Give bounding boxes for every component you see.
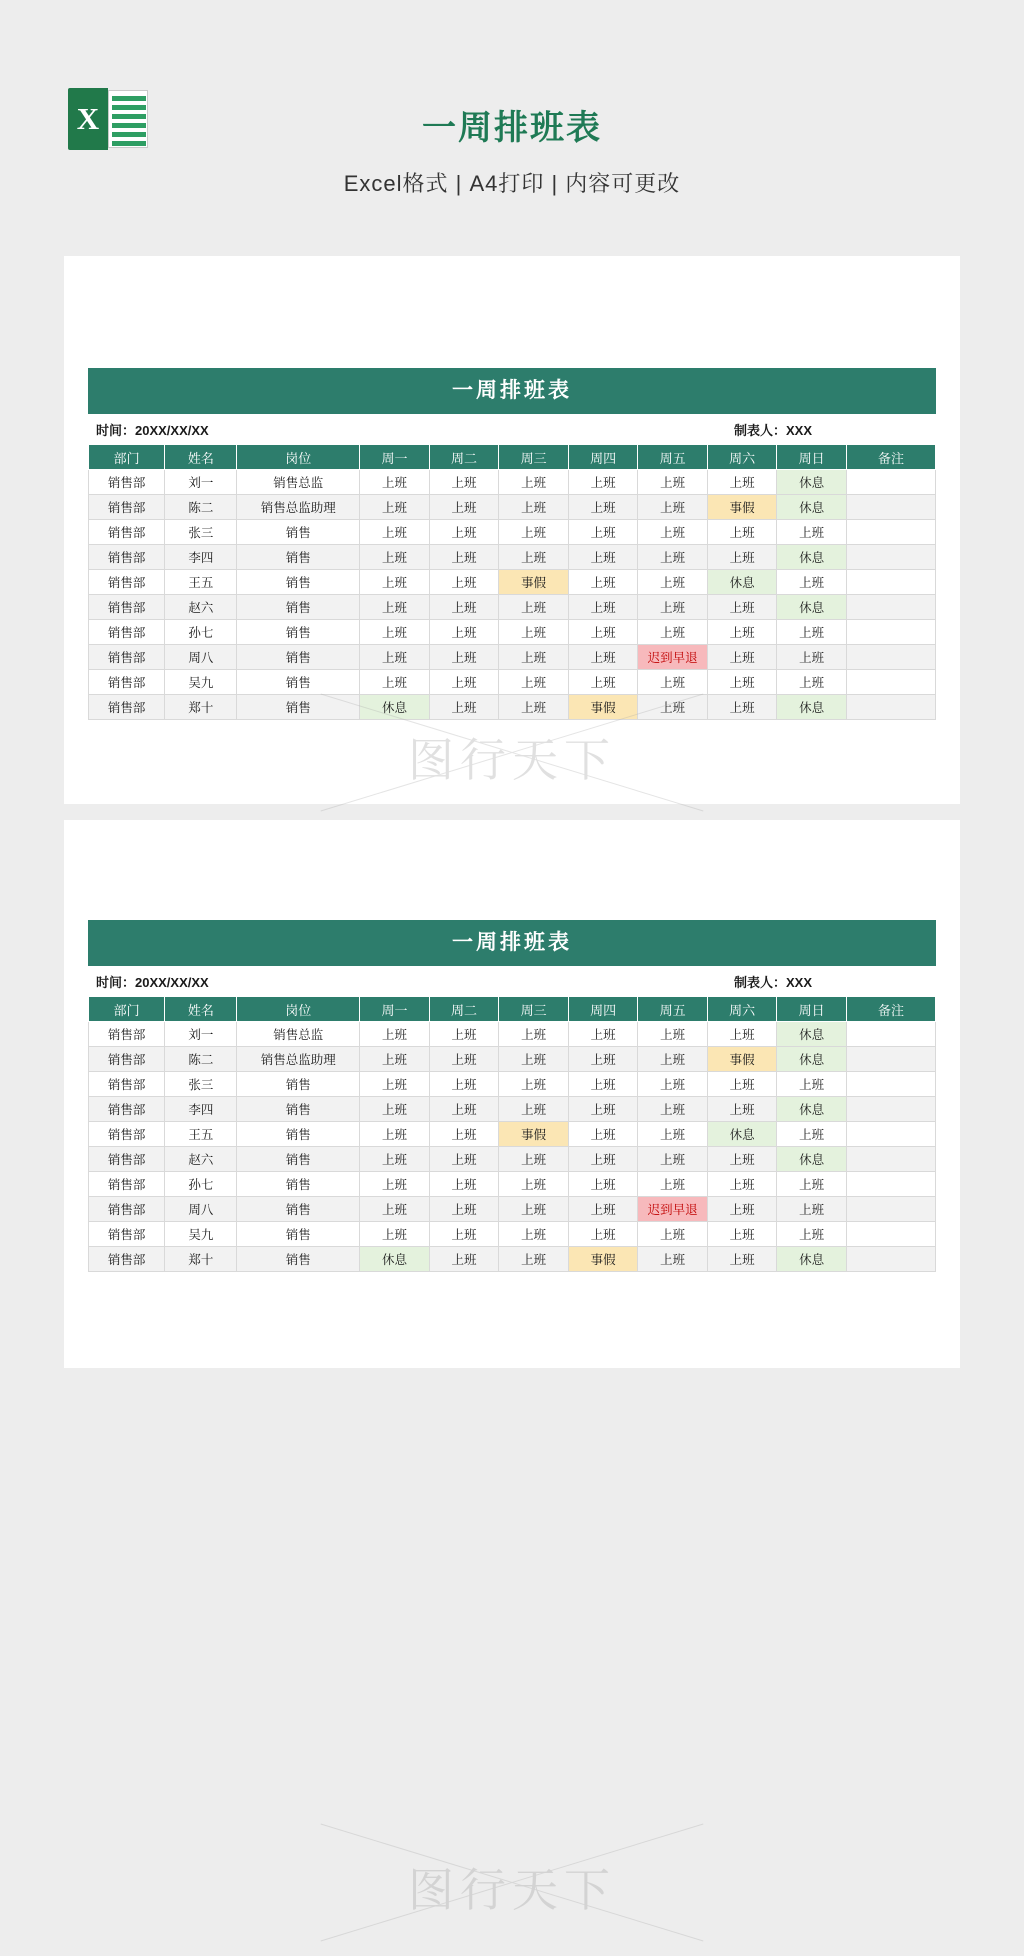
table-col-header-10: 备注 bbox=[846, 445, 935, 470]
cell-day-2: 上班 bbox=[429, 670, 499, 695]
cell-note bbox=[846, 1072, 935, 1097]
cell-day-6: 上班 bbox=[707, 520, 777, 545]
cell-position: 销售 bbox=[237, 520, 360, 545]
excel-logo-letter: X bbox=[68, 88, 108, 150]
table-row bbox=[89, 1047, 936, 1072]
cell-day-2: 上班 bbox=[429, 495, 499, 520]
cell-day-3: 上班 bbox=[499, 645, 569, 670]
cell-day-1: 上班 bbox=[360, 1122, 430, 1147]
excel-logo-icon bbox=[68, 88, 148, 150]
cell-day-1: 休息 bbox=[360, 1247, 430, 1272]
schedule-table bbox=[88, 444, 936, 720]
cell-day-7: 休息 bbox=[777, 470, 847, 495]
table-row bbox=[89, 1247, 936, 1272]
table-row bbox=[89, 520, 936, 545]
cell-department: 销售部 bbox=[89, 645, 165, 670]
schedule-table bbox=[88, 996, 936, 1272]
cell-note bbox=[846, 545, 935, 570]
cell-day-1: 上班 bbox=[360, 1222, 430, 1247]
cell-day-1: 上班 bbox=[360, 1097, 430, 1122]
cell-day-1: 上班 bbox=[360, 520, 430, 545]
cell-name: 吴九 bbox=[165, 670, 237, 695]
cell-day-4: 上班 bbox=[568, 1072, 638, 1097]
cell-position: 销售总监 bbox=[237, 1022, 360, 1047]
cell-day-5: 上班 bbox=[638, 545, 708, 570]
cell-day-7: 休息 bbox=[777, 545, 847, 570]
cell-department: 销售部 bbox=[89, 1147, 165, 1172]
cell-day-3: 上班 bbox=[499, 695, 569, 720]
cell-day-2: 上班 bbox=[429, 695, 499, 720]
cell-department: 销售部 bbox=[89, 1222, 165, 1247]
cell-day-7: 上班 bbox=[777, 1122, 847, 1147]
table-row bbox=[89, 1172, 936, 1197]
cell-note bbox=[846, 520, 935, 545]
cell-day-2: 上班 bbox=[429, 1047, 499, 1072]
cell-day-1: 上班 bbox=[360, 1022, 430, 1047]
cell-day-7: 上班 bbox=[777, 1197, 847, 1222]
cell-day-5: 上班 bbox=[638, 570, 708, 595]
table-row bbox=[89, 1122, 936, 1147]
table-col-header-10: 备注 bbox=[846, 997, 935, 1022]
cell-day-2: 上班 bbox=[429, 1197, 499, 1222]
cell-name: 张三 bbox=[165, 520, 237, 545]
cell-department: 销售部 bbox=[89, 1197, 165, 1222]
table-col-header-8: 周六 bbox=[707, 997, 777, 1022]
cell-note bbox=[846, 1222, 935, 1247]
cell-day-2: 上班 bbox=[429, 520, 499, 545]
table-col-header-8: 周六 bbox=[707, 445, 777, 470]
cell-day-6: 上班 bbox=[707, 645, 777, 670]
cell-day-3: 上班 bbox=[499, 1147, 569, 1172]
table-banner: 一周排班表 bbox=[88, 920, 936, 966]
cell-day-3: 上班 bbox=[499, 620, 569, 645]
table-col-header-6: 周四 bbox=[568, 997, 638, 1022]
table-col-header-5: 周三 bbox=[499, 445, 569, 470]
cell-day-3: 上班 bbox=[499, 1197, 569, 1222]
cell-name: 孙七 bbox=[165, 1172, 237, 1197]
excel-logo-grid bbox=[108, 90, 148, 148]
cell-day-7: 休息 bbox=[777, 1097, 847, 1122]
table-col-header-7: 周五 bbox=[638, 445, 708, 470]
cell-department: 销售部 bbox=[89, 1122, 165, 1147]
cell-day-4: 上班 bbox=[568, 620, 638, 645]
table-col-header-0: 部门 bbox=[89, 445, 165, 470]
cell-department: 销售部 bbox=[89, 470, 165, 495]
cell-day-6: 休息 bbox=[707, 1122, 777, 1147]
cell-day-4: 上班 bbox=[568, 1197, 638, 1222]
cell-day-3: 上班 bbox=[499, 1172, 569, 1197]
cell-day-1: 上班 bbox=[360, 1047, 430, 1072]
cell-day-1: 上班 bbox=[360, 570, 430, 595]
cell-day-1: 上班 bbox=[360, 495, 430, 520]
cell-day-6: 上班 bbox=[707, 1172, 777, 1197]
cell-day-2: 上班 bbox=[429, 595, 499, 620]
cell-day-6: 上班 bbox=[707, 595, 777, 620]
cell-note bbox=[846, 570, 935, 595]
cell-day-6: 事假 bbox=[707, 1047, 777, 1072]
table-row bbox=[89, 1022, 936, 1047]
cell-position: 销售 bbox=[237, 645, 360, 670]
watermark-text: 图行天下 bbox=[408, 733, 616, 787]
cell-day-7: 休息 bbox=[777, 595, 847, 620]
preview-sheet-1 bbox=[64, 256, 960, 804]
table-col-header-2: 岗位 bbox=[237, 445, 360, 470]
cell-department: 销售部 bbox=[89, 545, 165, 570]
cell-day-1: 上班 bbox=[360, 545, 430, 570]
table-row bbox=[89, 1097, 936, 1122]
cell-position: 销售 bbox=[237, 695, 360, 720]
table-row bbox=[89, 570, 936, 595]
cell-note bbox=[846, 1022, 935, 1047]
cell-position: 销售 bbox=[237, 1072, 360, 1097]
table-col-header-5: 周三 bbox=[499, 997, 569, 1022]
cell-name: 刘一 bbox=[165, 1022, 237, 1047]
table-header-row bbox=[89, 445, 936, 470]
table-col-header-3: 周一 bbox=[360, 445, 430, 470]
table-body bbox=[89, 1022, 936, 1272]
cell-day-6: 上班 bbox=[707, 1247, 777, 1272]
table-col-header-2: 岗位 bbox=[237, 997, 360, 1022]
cell-day-7: 上班 bbox=[777, 570, 847, 595]
cell-note bbox=[846, 470, 935, 495]
cell-day-4: 上班 bbox=[568, 1097, 638, 1122]
cell-department: 销售部 bbox=[89, 1247, 165, 1272]
table-col-header-7: 周五 bbox=[638, 997, 708, 1022]
cell-name: 刘一 bbox=[165, 470, 237, 495]
cell-day-3: 上班 bbox=[499, 520, 569, 545]
cell-day-3: 上班 bbox=[499, 495, 569, 520]
table-row bbox=[89, 1197, 936, 1222]
table-row bbox=[89, 545, 936, 570]
table-body bbox=[89, 470, 936, 720]
table-col-header-4: 周二 bbox=[429, 445, 499, 470]
cell-position: 销售 bbox=[237, 1147, 360, 1172]
cell-note bbox=[846, 670, 935, 695]
cell-day-2: 上班 bbox=[429, 1022, 499, 1047]
cell-day-4: 上班 bbox=[568, 1147, 638, 1172]
cell-day-1: 上班 bbox=[360, 670, 430, 695]
table-header-row bbox=[89, 997, 936, 1022]
cell-name: 李四 bbox=[165, 545, 237, 570]
table-head bbox=[89, 997, 936, 1022]
cell-day-5: 上班 bbox=[638, 1072, 708, 1097]
cell-day-3: 上班 bbox=[499, 1047, 569, 1072]
cell-day-7: 休息 bbox=[777, 1247, 847, 1272]
cell-name: 赵六 bbox=[165, 595, 237, 620]
cell-position: 销售 bbox=[237, 1247, 360, 1272]
watermark-text: 图行天下 bbox=[408, 1863, 616, 1917]
cell-day-2: 上班 bbox=[429, 545, 499, 570]
cell-note bbox=[846, 1147, 935, 1172]
cell-position: 销售 bbox=[237, 1222, 360, 1247]
cell-day-5: 迟到早退 bbox=[638, 645, 708, 670]
table-row bbox=[89, 1222, 936, 1247]
cell-position: 销售 bbox=[237, 1097, 360, 1122]
cell-department: 销售部 bbox=[89, 1047, 165, 1072]
cell-day-1: 上班 bbox=[360, 1072, 430, 1097]
cell-day-7: 上班 bbox=[777, 645, 847, 670]
cell-day-7: 上班 bbox=[777, 1222, 847, 1247]
table-col-header-1: 姓名 bbox=[165, 445, 237, 470]
table-row bbox=[89, 645, 936, 670]
cell-position: 销售 bbox=[237, 570, 360, 595]
meta-date: 时间：20XX/XX/XX bbox=[96, 975, 209, 990]
table-banner: 一周排班表 bbox=[88, 368, 936, 414]
cell-day-5: 上班 bbox=[638, 1222, 708, 1247]
cell-day-3: 上班 bbox=[499, 670, 569, 695]
cell-day-5: 上班 bbox=[638, 520, 708, 545]
cell-day-3: 上班 bbox=[499, 470, 569, 495]
cell-day-5: 上班 bbox=[638, 670, 708, 695]
cell-department: 销售部 bbox=[89, 670, 165, 695]
sheet-content-2 bbox=[88, 920, 936, 1272]
cell-day-4: 上班 bbox=[568, 670, 638, 695]
cell-note bbox=[846, 1172, 935, 1197]
cell-day-7: 休息 bbox=[777, 1022, 847, 1047]
table-row bbox=[89, 695, 936, 720]
cell-day-6: 上班 bbox=[707, 1022, 777, 1047]
table-row bbox=[89, 620, 936, 645]
cell-name: 郑十 bbox=[165, 1247, 237, 1272]
table-meta-row bbox=[88, 966, 936, 996]
cell-day-5: 上班 bbox=[638, 495, 708, 520]
cell-day-2: 上班 bbox=[429, 1097, 499, 1122]
cell-day-7: 上班 bbox=[777, 1072, 847, 1097]
cell-day-3: 上班 bbox=[499, 1247, 569, 1272]
cell-position: 销售 bbox=[237, 1197, 360, 1222]
cell-day-5: 上班 bbox=[638, 1047, 708, 1072]
cell-department: 销售部 bbox=[89, 1022, 165, 1047]
cell-note bbox=[846, 1197, 935, 1222]
cell-day-4: 上班 bbox=[568, 645, 638, 670]
cell-day-4: 上班 bbox=[568, 470, 638, 495]
cell-day-2: 上班 bbox=[429, 620, 499, 645]
cell-name: 陈二 bbox=[165, 1047, 237, 1072]
cell-day-5: 上班 bbox=[638, 1122, 708, 1147]
meta-author: 制表人：XXX bbox=[733, 975, 812, 990]
table-col-header-3: 周一 bbox=[360, 997, 430, 1022]
cell-day-3: 上班 bbox=[499, 1072, 569, 1097]
cell-department: 销售部 bbox=[89, 620, 165, 645]
cell-day-1: 上班 bbox=[360, 1197, 430, 1222]
cell-position: 销售 bbox=[237, 670, 360, 695]
cell-position: 销售 bbox=[237, 545, 360, 570]
cell-day-6: 上班 bbox=[707, 1097, 777, 1122]
cell-department: 销售部 bbox=[89, 495, 165, 520]
cell-day-2: 上班 bbox=[429, 570, 499, 595]
cell-day-1: 上班 bbox=[360, 1147, 430, 1172]
cell-day-6: 休息 bbox=[707, 570, 777, 595]
cell-note bbox=[846, 1047, 935, 1072]
cell-day-5: 迟到早退 bbox=[638, 1197, 708, 1222]
table-row bbox=[89, 1147, 936, 1172]
cell-note bbox=[846, 1247, 935, 1272]
cell-day-1: 上班 bbox=[360, 620, 430, 645]
cell-day-2: 上班 bbox=[429, 1122, 499, 1147]
cell-name: 郑十 bbox=[165, 695, 237, 720]
cell-day-4: 事假 bbox=[568, 1247, 638, 1272]
cell-name: 王五 bbox=[165, 570, 237, 595]
cell-day-4: 上班 bbox=[568, 1122, 638, 1147]
cell-name: 吴九 bbox=[165, 1222, 237, 1247]
cell-name: 孙七 bbox=[165, 620, 237, 645]
cell-name: 陈二 bbox=[165, 495, 237, 520]
page-header bbox=[0, 0, 1024, 220]
cell-day-1: 休息 bbox=[360, 695, 430, 720]
cell-day-3: 上班 bbox=[499, 595, 569, 620]
cell-department: 销售部 bbox=[89, 520, 165, 545]
cell-day-4: 上班 bbox=[568, 495, 638, 520]
cell-name: 王五 bbox=[165, 1122, 237, 1147]
cell-day-5: 上班 bbox=[638, 1247, 708, 1272]
cell-position: 销售 bbox=[237, 1122, 360, 1147]
cell-day-7: 休息 bbox=[777, 1047, 847, 1072]
cell-name: 周八 bbox=[165, 1197, 237, 1222]
cell-position: 销售总监助理 bbox=[237, 1047, 360, 1072]
cell-department: 销售部 bbox=[89, 695, 165, 720]
cell-position: 销售 bbox=[237, 620, 360, 645]
cell-department: 销售部 bbox=[89, 1172, 165, 1197]
cell-day-2: 上班 bbox=[429, 1147, 499, 1172]
cell-day-6: 上班 bbox=[707, 695, 777, 720]
cell-day-6: 上班 bbox=[707, 1147, 777, 1172]
meta-author: 制表人：XXX bbox=[733, 423, 812, 438]
preview-sheet-2 bbox=[64, 820, 960, 1917]
table-row bbox=[89, 670, 936, 695]
table-col-header-0: 部门 bbox=[89, 997, 165, 1022]
cell-note bbox=[846, 620, 935, 645]
cell-day-4: 上班 bbox=[568, 1172, 638, 1197]
cell-note bbox=[846, 645, 935, 670]
cell-day-5: 上班 bbox=[638, 595, 708, 620]
cell-name: 周八 bbox=[165, 645, 237, 670]
sheet-content-1 bbox=[88, 368, 936, 720]
cell-day-2: 上班 bbox=[429, 1247, 499, 1272]
cell-day-2: 上班 bbox=[429, 645, 499, 670]
cell-day-4: 事假 bbox=[568, 695, 638, 720]
table-head bbox=[89, 445, 936, 470]
cell-day-4: 上班 bbox=[568, 1047, 638, 1072]
table-col-header-9: 周日 bbox=[777, 445, 847, 470]
cell-day-4: 上班 bbox=[568, 1022, 638, 1047]
table-row bbox=[89, 470, 936, 495]
cell-day-1: 上班 bbox=[360, 1172, 430, 1197]
table-row bbox=[89, 495, 936, 520]
cell-position: 销售总监 bbox=[237, 470, 360, 495]
cell-day-5: 上班 bbox=[638, 1022, 708, 1047]
cell-name: 李四 bbox=[165, 1097, 237, 1122]
cell-day-1: 上班 bbox=[360, 595, 430, 620]
table-meta-row bbox=[88, 414, 936, 444]
table-col-header-6: 周四 bbox=[568, 445, 638, 470]
cell-day-1: 上班 bbox=[360, 645, 430, 670]
cell-day-4: 上班 bbox=[568, 545, 638, 570]
cell-day-5: 上班 bbox=[638, 695, 708, 720]
cell-day-2: 上班 bbox=[429, 1072, 499, 1097]
cell-day-2: 上班 bbox=[429, 1172, 499, 1197]
cell-day-3: 上班 bbox=[499, 1022, 569, 1047]
cell-department: 销售部 bbox=[89, 570, 165, 595]
cell-day-7: 上班 bbox=[777, 670, 847, 695]
cell-day-6: 上班 bbox=[707, 1222, 777, 1247]
cell-day-7: 上班 bbox=[777, 520, 847, 545]
cell-day-3: 上班 bbox=[499, 1222, 569, 1247]
cell-position: 销售 bbox=[237, 1172, 360, 1197]
cell-day-2: 上班 bbox=[429, 470, 499, 495]
cell-day-7: 休息 bbox=[777, 1147, 847, 1172]
cell-day-4: 上班 bbox=[568, 520, 638, 545]
cell-day-7: 上班 bbox=[777, 1172, 847, 1197]
cell-day-3: 事假 bbox=[499, 570, 569, 595]
cell-day-5: 上班 bbox=[638, 1147, 708, 1172]
cell-note bbox=[846, 1097, 935, 1122]
cell-day-7: 休息 bbox=[777, 495, 847, 520]
meta-date: 时间：20XX/XX/XX bbox=[96, 423, 209, 438]
cell-day-2: 上班 bbox=[429, 1222, 499, 1247]
cell-position: 销售 bbox=[237, 595, 360, 620]
cell-department: 销售部 bbox=[89, 595, 165, 620]
cell-day-7: 上班 bbox=[777, 620, 847, 645]
table-col-header-9: 周日 bbox=[777, 997, 847, 1022]
cell-day-5: 上班 bbox=[638, 620, 708, 645]
cell-name: 赵六 bbox=[165, 1147, 237, 1172]
cell-day-4: 上班 bbox=[568, 570, 638, 595]
cell-day-6: 上班 bbox=[707, 545, 777, 570]
cell-day-6: 上班 bbox=[707, 1072, 777, 1097]
cell-day-1: 上班 bbox=[360, 470, 430, 495]
table-row bbox=[89, 1072, 936, 1097]
page-title: 一周排班表 bbox=[422, 109, 602, 147]
cell-day-6: 上班 bbox=[707, 1197, 777, 1222]
cell-day-7: 休息 bbox=[777, 695, 847, 720]
table-col-header-1: 姓名 bbox=[165, 997, 237, 1022]
cell-note bbox=[846, 595, 935, 620]
cell-day-4: 上班 bbox=[568, 595, 638, 620]
cell-name: 张三 bbox=[165, 1072, 237, 1097]
cell-department: 销售部 bbox=[89, 1072, 165, 1097]
cell-note bbox=[846, 495, 935, 520]
cell-day-6: 上班 bbox=[707, 670, 777, 695]
cell-day-3: 上班 bbox=[499, 545, 569, 570]
watermark bbox=[302, 1816, 722, 1956]
cell-day-3: 事假 bbox=[499, 1122, 569, 1147]
table-col-header-4: 周二 bbox=[429, 997, 499, 1022]
page-subtitle: Excel格式 | A4打印 | 内容可更改 bbox=[343, 171, 681, 196]
cell-day-5: 上班 bbox=[638, 470, 708, 495]
cell-note bbox=[846, 1122, 935, 1147]
cell-day-6: 上班 bbox=[707, 470, 777, 495]
cell-day-6: 事假 bbox=[707, 495, 777, 520]
cell-day-5: 上班 bbox=[638, 1097, 708, 1122]
table-row bbox=[89, 595, 936, 620]
cell-position: 销售总监助理 bbox=[237, 495, 360, 520]
cell-day-6: 上班 bbox=[707, 620, 777, 645]
cell-day-4: 上班 bbox=[568, 1222, 638, 1247]
cell-note bbox=[846, 695, 935, 720]
cell-day-5: 上班 bbox=[638, 1172, 708, 1197]
cell-department: 销售部 bbox=[89, 1097, 165, 1122]
cell-day-3: 上班 bbox=[499, 1097, 569, 1122]
